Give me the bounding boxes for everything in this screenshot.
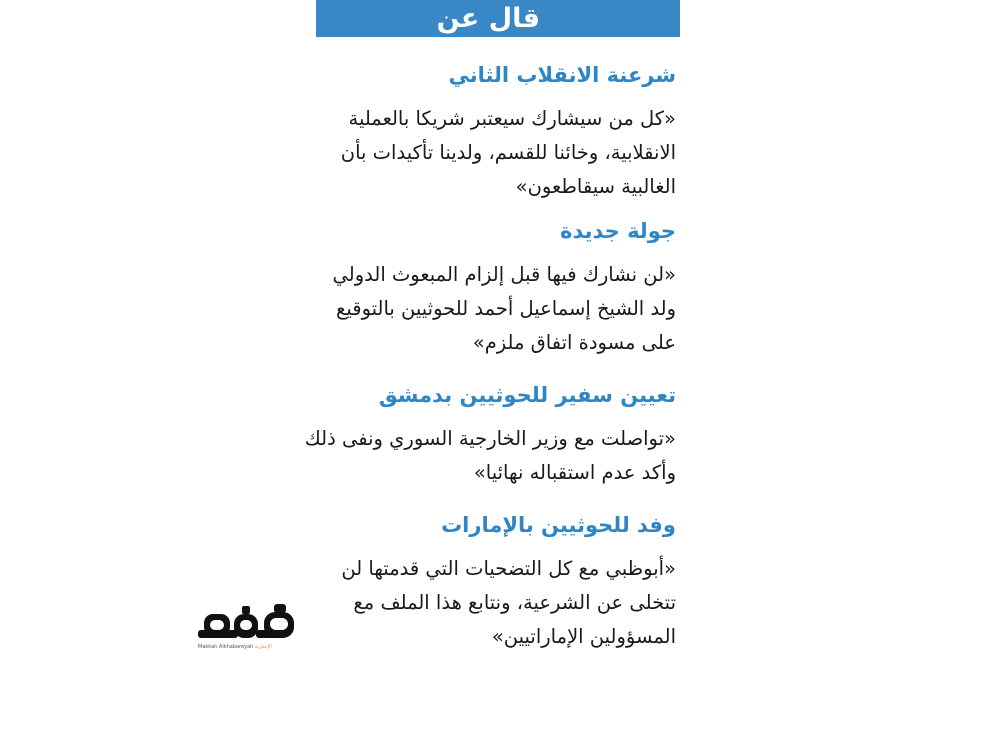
logo-subtitle (198, 644, 304, 650)
quote-line: وأكد عدم استقباله نهائيا» (473, 461, 676, 484)
section-quote (316, 258, 676, 360)
quote-line: ولد الشيخ إسماعيل أحمد للحوثيين بالتوقيع (335, 297, 676, 320)
quote-line: على مسودة اتفاق ملزم» (472, 331, 676, 354)
section-4 (316, 510, 676, 654)
section-title: جولة جديدة (560, 219, 676, 243)
makkah-logo (198, 604, 304, 656)
header-title: قال عن (436, 3, 540, 34)
quote-line: المسؤولين الإماراتيين» (491, 625, 676, 648)
quote-line: «أبوظبي مع كل التضحيات التي قدمتها لن (341, 557, 676, 580)
section-1 (316, 60, 676, 204)
quote-line: «كل من سيشارك سيعتبر شريكا بالعملية (348, 107, 676, 130)
section-quote (316, 102, 676, 204)
section-title: تعيين سفير للحوثيين بدمشق (378, 383, 676, 407)
section-title: شرعنة الانقلاب الثاني (448, 63, 676, 87)
section-title: وفد للحوثيين بالإمارات (441, 513, 676, 537)
quote-line: الغالبية سيقاطعون» (515, 175, 676, 198)
section-2 (316, 216, 676, 360)
header-bar (316, 0, 680, 37)
logo-subtitle-latin: Makkah Alkhabareyah (198, 644, 254, 650)
quote-line: «لن نشارك فيها قبل إلزام المبعوث الدولي (332, 263, 676, 286)
logo-subtitle-arabic: الإخبارية (254, 644, 272, 650)
quote-line: الانقلابية، وخائنا للقسم، ولدينا تأكيدات بأن (340, 141, 676, 164)
section-quote (304, 422, 676, 490)
section-quote (316, 552, 676, 654)
quote-line: تتخلى عن الشرعية، ونتابع هذا الملف مع (353, 591, 676, 614)
makkah-wordmark-icon (198, 604, 304, 644)
section-3 (304, 380, 676, 490)
quote-line: «تواصلت مع وزير الخارجية السوري ونفى ذلك (304, 427, 676, 450)
